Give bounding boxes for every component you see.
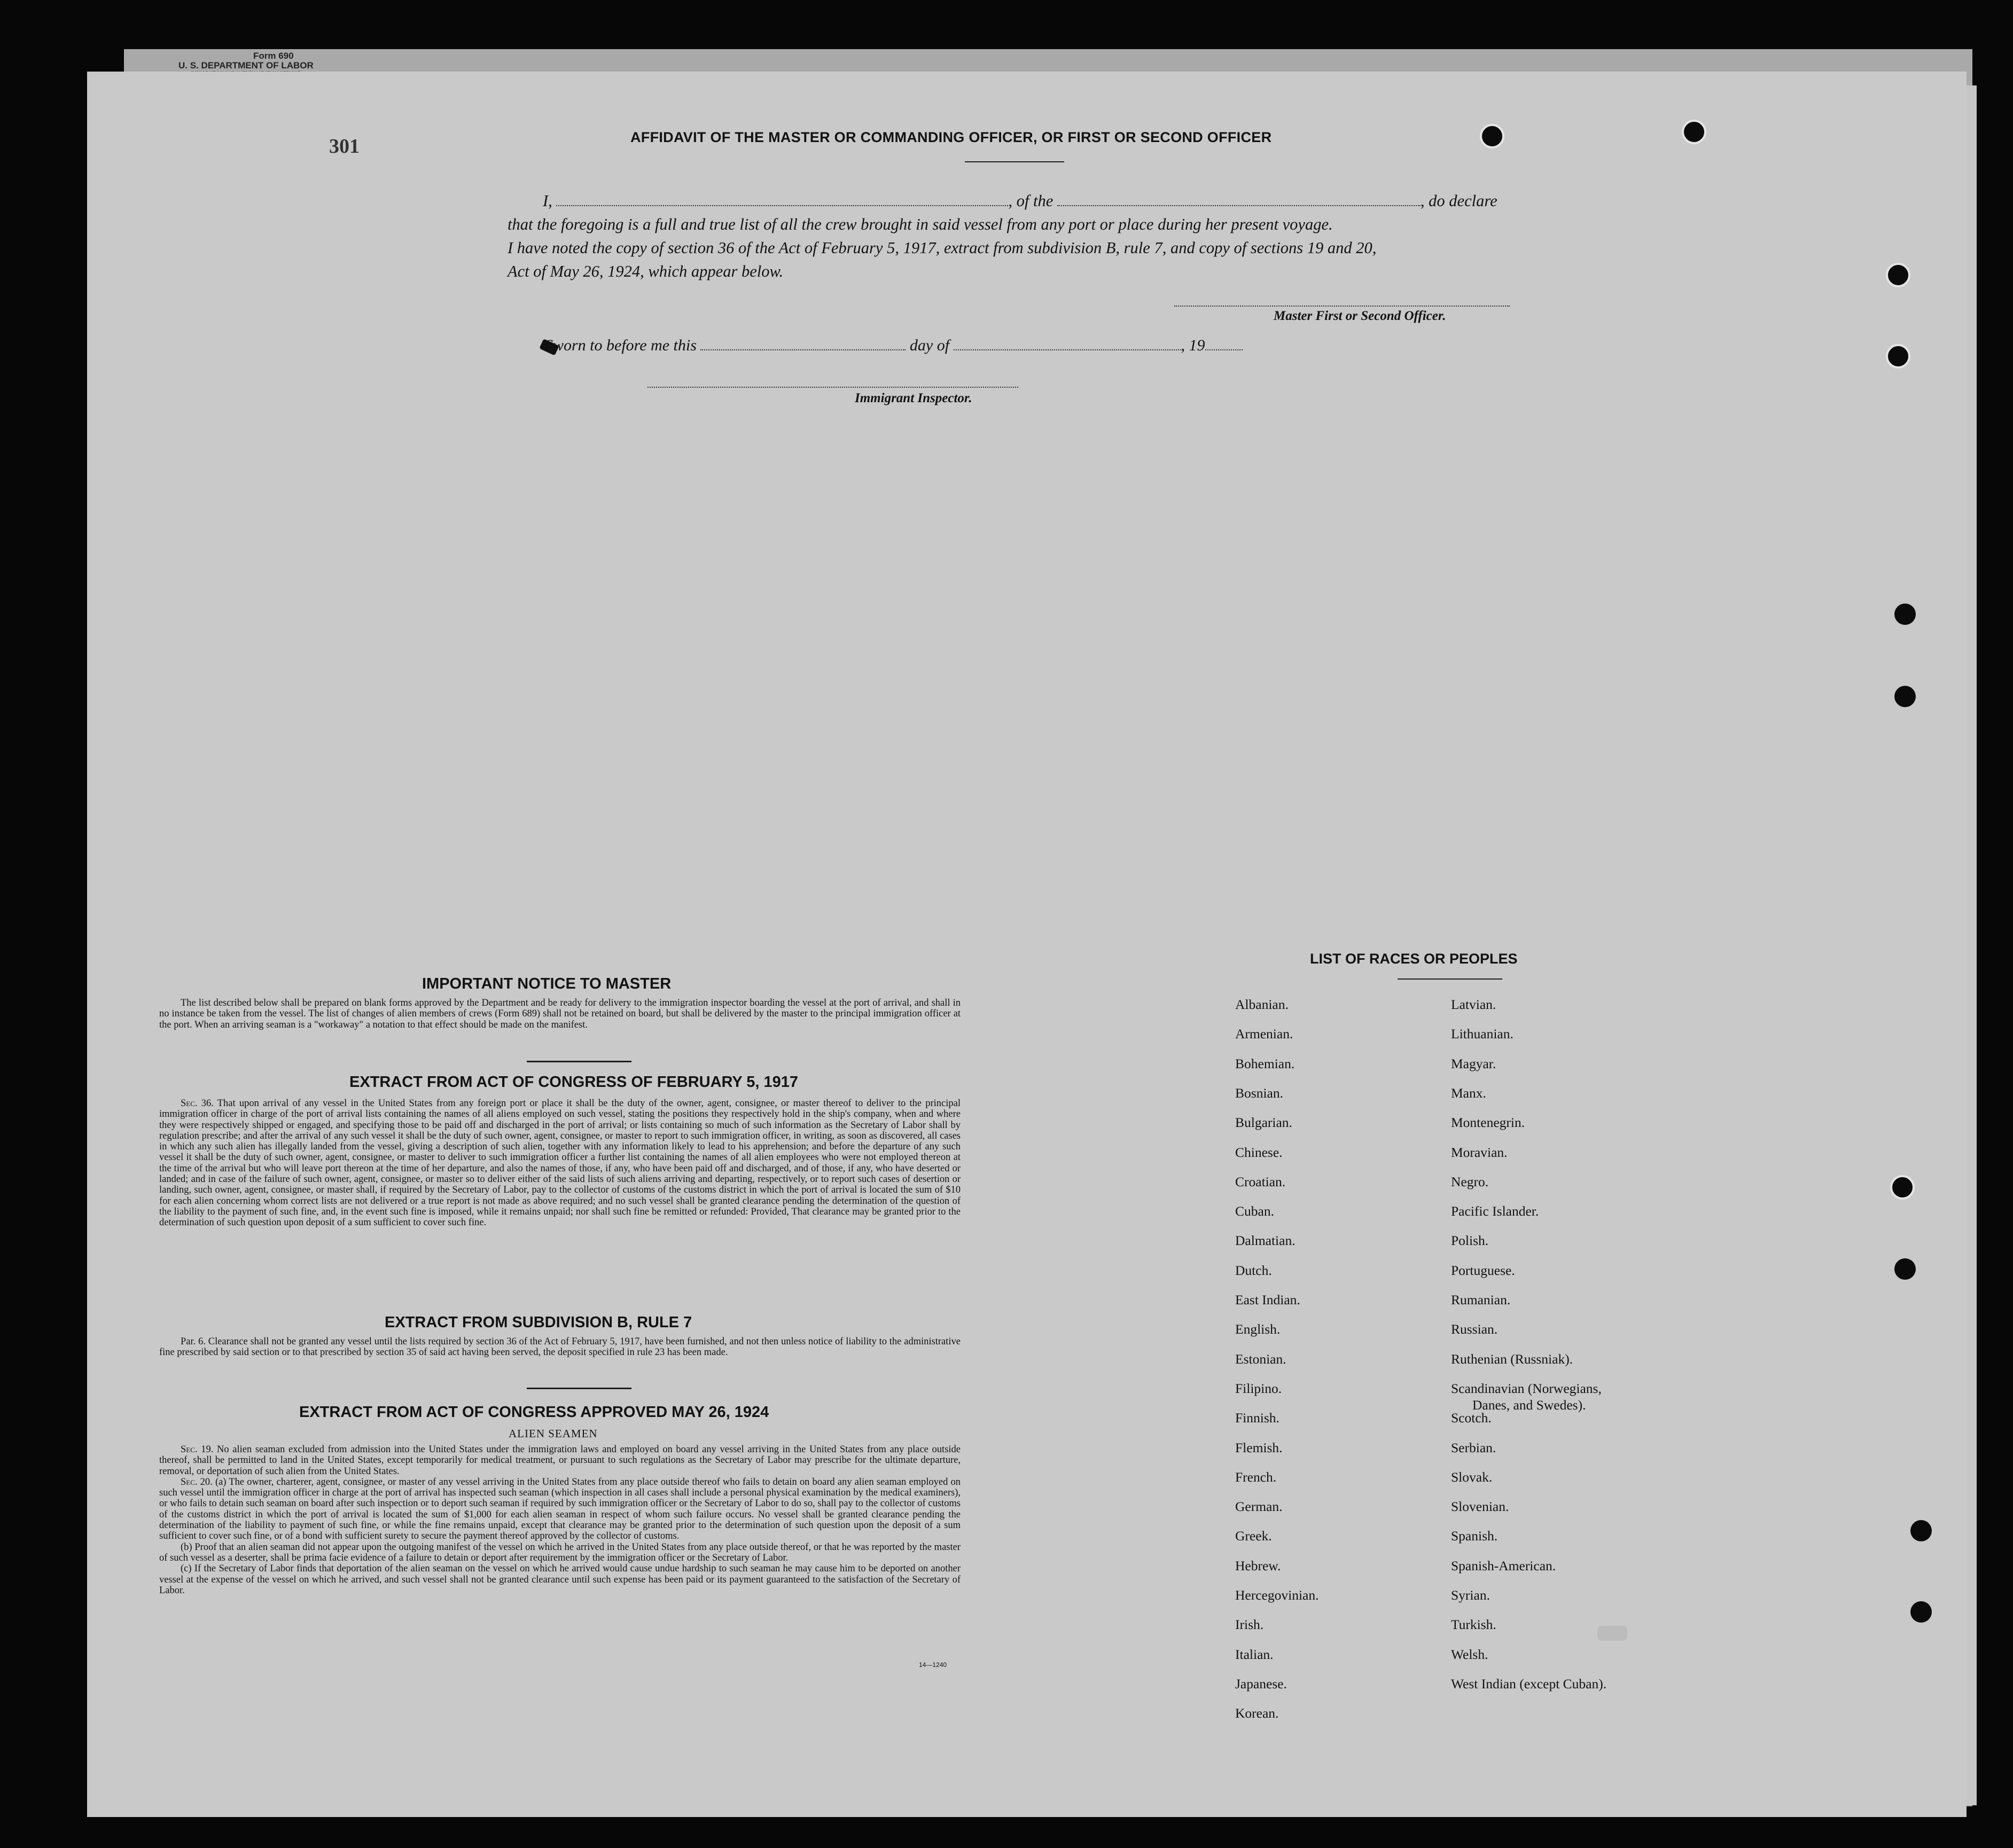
race-item: Syrian. [1451,1587,1490,1603]
section-20a-text: (a) The owner, charterer, agent, consignee, or master of any vessel arriving in the United States from any place outside thereof who fails to detain on board any alien seaman employed on such vessel until the immigration officer in charge at the port of arrival has inspected such seaman (which inspection in all cases shall include a personal physical examination by the medical examiners), or who fails to detain such seaman on board after such inspection or to deport such seaman if required by such immigration officer or the Secretary of Labor to do so, shall pay to the collector of customs of the customs district in which the port of arrival is located the sum of $1,000 for each alien seaman in respect of whom such failure occurs. No vessel shall be granted clearance pending the determination of the liability to payment of such fine, or while the fine remains unpaid, except that clearance may be granted prior to the determination of such question upon the deposit of a sum sufficient to cover such fine, or of a bond with sufficient surety to secure the payment thereof approved by the collector of customs. [159,1476,961,1542]
section-20b-text: (b) Proof that an alien seaman did not appear upon the outgoing manifest of the vessel on which he arrived in the United States from any place outside thereof, or that he was reported by the master of such vessel as a deserter, shall be prima facie evidence of a failure to detain or deport after requirement by the immigration officer or the Secretary of Labor. [159,1541,961,1563]
race-item: Croatian. [1235,1173,1286,1189]
declarant-prefix: I, [543,192,552,210]
rule-7-text [159,1336,961,1358]
declaration-line [508,189,1531,213]
master-signature-label: Master First or Second Officer. [1274,309,1446,323]
race-item: Estonian. [1235,1351,1286,1367]
do-declare-label: , do declare [1420,192,1497,210]
race-item: Danes, and Swedes). [1472,1397,1586,1413]
race-item: Armenian. [1235,1026,1293,1042]
sworn-year-field[interactable] [1205,335,1243,350]
affidavit-title: AFFIDAVIT OF THE MASTER OR COMMANDING OFFICER, OR FIRST OR SECOND OFFICER [630,129,1272,145]
race-item: Flemish. [1235,1439,1283,1455]
rule-7-title: EXTRACT FROM SUBDIVISION B, RULE 7 [385,1314,692,1331]
race-item: Korean. [1235,1705,1279,1721]
race-item: Slovenian. [1451,1499,1509,1515]
race-item: Rumanian. [1451,1292,1511,1307]
punch-hole-icon [1480,124,1504,148]
punch-hole-icon [1682,120,1706,144]
race-item: Greek. [1235,1528,1272,1544]
notice-title: IMPORTANT NOTICE TO MASTER [422,975,672,992]
extract-1917-title: EXTRACT FROM ACT OF CONGRESS OF FEBRUARY 5, 1917 [349,1074,799,1091]
race-item: Pacific Islander. [1451,1203,1539,1219]
print-code: 14—1240 [919,1661,947,1669]
race-item: Dutch. [1235,1262,1272,1278]
stain [1597,1626,1627,1641]
sworn-date-field[interactable] [700,335,906,350]
race-item: Latvian. [1451,997,1496,1012]
punch-hole-icon [1894,1258,1916,1280]
race-item: Italian. [1235,1646,1274,1662]
race-item: Negro. [1451,1173,1489,1189]
race-item: Scotch. [1451,1410,1492,1426]
punch-hole-icon [1894,686,1916,707]
race-item: Lithuanian. [1451,1026,1513,1042]
punch-hole-icon [1890,1175,1915,1200]
page-number-stamp: 301 [329,135,360,158]
race-item: French. [1235,1469,1277,1485]
race-item: Bulgarian. [1235,1115,1292,1131]
race-item: Filipino. [1235,1380,1282,1396]
notice-text [159,998,961,1030]
department-name: U. S. DEPARTMENT OF LABOR [178,60,314,71]
punch-hole-icon [1886,263,1910,287]
race-item: Dalmatian. [1235,1233,1296,1249]
race-item: Welsh. [1451,1646,1488,1662]
affidavit-line-4: Act of May 26, 1924, which appear below. [508,262,784,280]
section-label: Sec. 36. [181,1098,214,1109]
divider [527,1061,631,1062]
divider [965,161,1064,162]
race-item: Finnish. [1235,1410,1279,1426]
master-signature-field[interactable] [1174,306,1510,307]
section-label: Sec. 20. [181,1476,213,1487]
race-item: Turkish. [1451,1617,1496,1633]
punch-hole-icon [1894,604,1916,625]
race-item: Albanian. [1235,997,1289,1012]
extract-1924-title: EXTRACT FROM ACT OF CONGRESS APPROVED MAY 26, 1924 [299,1404,769,1421]
races-title: LIST OF RACES OR PEOPLES [1310,951,1518,967]
race-item: Spanish. [1451,1528,1498,1544]
form-number: Form 690 [253,51,294,61]
divider [1398,978,1502,980]
extract-1917-text [159,1098,961,1228]
race-item: Hercegovinian. [1235,1587,1319,1603]
race-item: Magyar. [1451,1055,1496,1071]
race-item: Montenegrin. [1451,1115,1525,1131]
race-item: Hebrew. [1235,1557,1281,1573]
affidavit-line-2: that the foregoing is a full and true list of all the crew brought in said vessel from any port or place during her present voyage. [508,215,1333,233]
affidavit-line-3: I have noted the copy of section 36 of the Act of February 5, 1917, extract from subdivision B, rule 7, and copy of sections 19 and 20, [508,239,1377,257]
divider [527,1388,631,1389]
sworn-prefix: Sworn to before me this [545,336,697,354]
race-item: Scandinavian (Norwegians, [1451,1380,1602,1396]
race-item: Chinese. [1235,1144,1283,1160]
notice-paragraph: The list described below shall be prepared on blank forms approved by the Department and be ready for delivery to the immigration inspector boarding the vessel at the port of arrival, and shall in no instance be taken from the vessel. The list of changes of alien members of crews (Form 689) shall not be retained on board, but shall be delivered by the master to the principal immigration officer at the port. When an arriving seaman is a "workaway" a notation to that effect should be made on the manifest. [159,998,961,1030]
race-item: Irish. [1235,1617,1264,1633]
punch-hole-icon [1886,344,1910,369]
inspector-signature-label: Immigrant Inspector. [855,391,972,405]
race-item: East Indian. [1235,1292,1300,1307]
extract-1924-text [159,1444,961,1596]
race-item: Manx. [1451,1085,1486,1101]
race-item: Bosnian. [1235,1085,1283,1101]
race-item: Moravian. [1451,1144,1508,1160]
race-item: Portuguese. [1451,1262,1515,1278]
section-19-text: No alien seaman excluded from admission into the United States under the immigration laws and employed on board any vessel arriving in the United States from any place outside thereof, shall be permitted to land in the United States, except temporarily for medical treatment, or pursuant to such regulations as the Secretary of Labor may prescribe for the ultimate departure, removal, or deportation of such alien from the United States. [159,1444,961,1477]
sworn-month-field[interactable] [954,335,1181,350]
race-item: Polish. [1451,1233,1489,1249]
race-item: Serbian. [1451,1439,1496,1455]
sworn-line [545,335,1243,355]
inspector-signature-field[interactable] [647,387,1018,388]
race-item: Bohemian. [1235,1055,1295,1071]
race-item: Russian. [1451,1321,1498,1337]
race-item: Slovak. [1451,1469,1493,1485]
section-text: That upon arrival of any vessel in the United States from any foreign port or place it shall be the duty of the owner, agent, consignee, or master thereof to deliver to the principal immigration officer in charge of the port of arrival lists containing the names of all aliens employed on such vessel, stating the positions they respectively hold in the ship's company, when and where they were respectively shipped or engaged, and specifying those to be paid off and discharged in the port of arrival; or lists containing so much of such information as the Secretary of Labor shall by regulation prescribe; and after the arrival of any such vessel it shall be the duty of such owner, agent, consignee, or master to report to such immigration officer, in writing, as soon as discovered, all cases in which any such alien has illegally landed from the vessel, giving a description of such alien, together with any information likely to lead to his apprehension; and before the departure of any such vessel it shall be the duty of such owner, agent, consignee, or master to deliver to such immigration officer a further list containing the names of all alien employees who were not employed thereon at the time of the arrival but who will leave port thereon at the time of her departure, and also the names of those, if any, who have been paid off and discharged, and of those, if any, who have deserted or landed; and in case of the failure of such owner, agent, consignee, or master so to deliver either of the said lists of such aliens arriving and departing, respectively, or to report such cases of desertion or landing, such owner, agent, consignee, or master shall, if required by the Secretary of Labor, pay to the collector of customs of the customs district in which the port of arrival is located the sum of $10 for each alien concerning whom correct lists are not delivered or a true report is not made as above required; and no such vessel shall be granted clearance pending the determination of the question of the liability to the payment of such fine, and, in the event such fine is imposed, while it remains unpaid; nor shall such fine be remitted or refunded: Provided, That clearance may be granted prior to the determination of such question upon deposit of a sum sufficient to cover such fine. [159,1098,961,1228]
race-item: Japanese. [1235,1675,1287,1692]
race-item: German. [1235,1499,1283,1515]
day-of-label: day of [909,336,950,354]
section-label: Sec. 19. [181,1444,214,1455]
affidavit-body [508,189,1531,283]
punch-hole-icon [1910,1601,1932,1623]
year-label: , 19 [1181,336,1205,354]
race-item: West Indian (except Cuban). [1451,1675,1607,1692]
alien-seamen-subtitle: ALIEN SEAMEN [509,1427,598,1440]
punch-hole-icon [1910,1520,1932,1541]
vessel-name-field[interactable] [1057,191,1421,206]
race-item: Ruthenian (Russniak). [1451,1351,1573,1367]
race-item: Spanish-American. [1451,1557,1556,1573]
race-item: Cuban. [1235,1203,1274,1219]
race-item: English. [1235,1321,1281,1337]
section-20c-text: (c) If the Secretary of Labor finds that deportation of the alien seaman on the vessel on which he arrived would cause undue hardship to such seaman he may cause him to be deported on another vessel at the expense of the vessel on which he arrived, and such vessel shall not be granted clearance until such expense has been paid or its payment guaranteed to the satisfaction of the Secretary of Labor. [159,1563,961,1596]
declarant-name-field[interactable] [556,191,1008,206]
of-the-label: , of the [1008,192,1054,210]
rule-7-paragraph: Par. 6. Clearance shall not be granted any vessel until the lists required by section 36 of the Act of February 5, 1917, have been furnished, and not then unless notice of liability to the administrative fine prescribed by said section or to that prescribed by section 35 of said act having been served, the deposit specified in rule 23 has been made. [159,1336,961,1358]
